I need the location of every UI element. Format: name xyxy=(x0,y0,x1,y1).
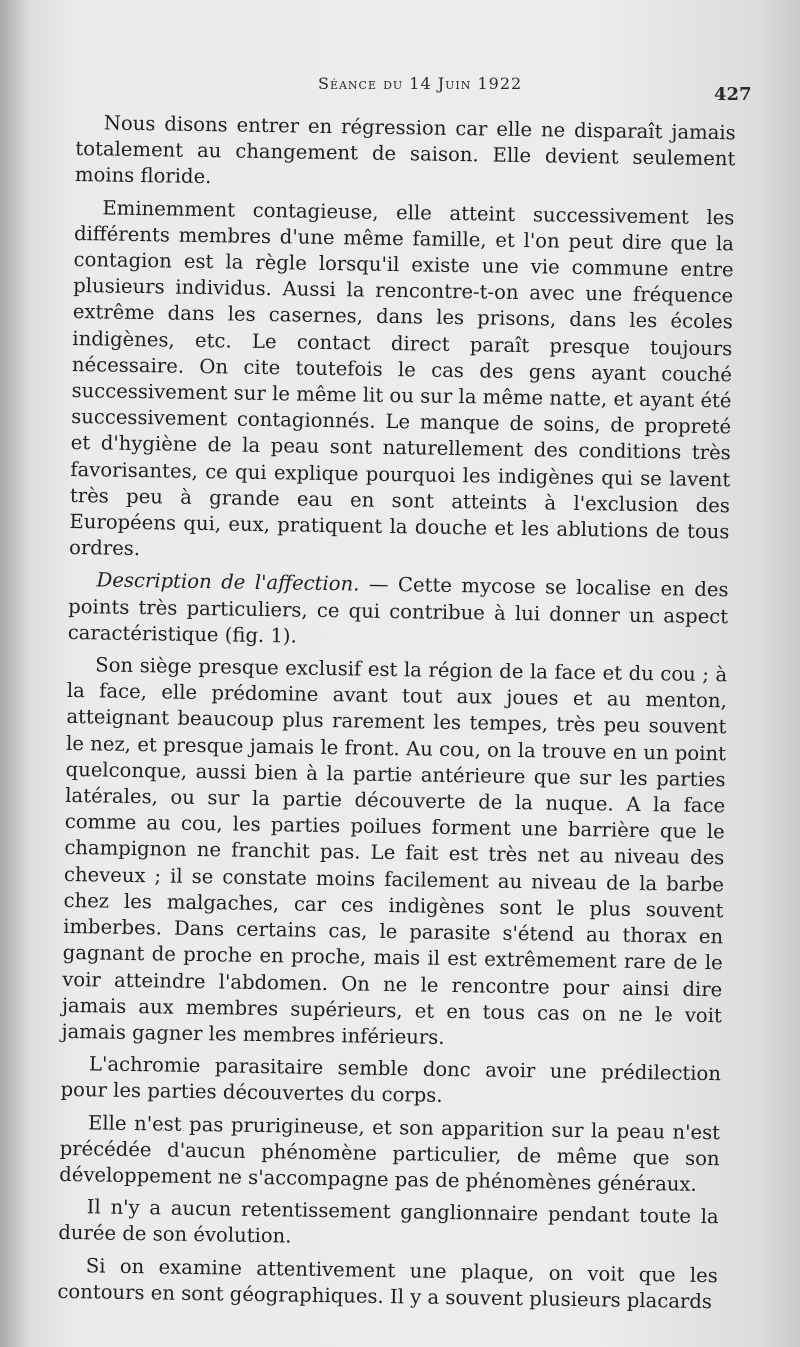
body-text xyxy=(57,110,736,1321)
paragraph-description xyxy=(68,567,729,656)
page-number: 427 xyxy=(714,84,752,105)
paragraph-regression: Nous disons entrer en régression car elle ne disparaît jamais totalement au changement de saison. Elle devient seulement moins floride. xyxy=(74,111,736,189)
paragraph-ganglionnaire: Il n'y a aucun retentissement ganglionnaire pendant toute la durée de son évolution. xyxy=(58,1195,719,1248)
paragraph-siege: Son siège presque exclusif est la région de la face et du cou ; à la face, elle prédomine avant tout aux joues et au menton, atteignant beaucoup plus rarement les tempes, très peu souvent le nez, et presque jamais le front. Au cou, on la trouve en un point quelconque, aussi bien à la partie antérieure que sur les parties latérales, ou sur la partie découverte de la nuque. A la face comme au cou, les parties poilues forment une barrière que le champignon ne franchit pas. Le fait est très net au niveau des cheveux ; il se constate moins facilement au niveau de la barbe chez les malgaches, car ces indigènes sont le plus souvent imberbes. Dans certains cas, le parasite s'étend au thorax en gagnant de proche en proche, mais il est extrêmement rare de le voir atteindre l'abdomen. On ne le rencontre pour ainsi dire jamais aux membres supérieurs, et en tous cas on ne le voit jamais gagner les membres inférieurs. xyxy=(61,653,728,1049)
paragraph-contagion: Eminemment contagieuse, elle atteint successivement les différents membres d'une même famille, et l'on peut dire que la contagion est la règle lorsqu'il existe une vie commune entre plusieurs individus. Aussi la rencontre-t-on avec une fréquence extrême dans les casernes, dans les prisons, dans les écoles indigènes, etc. Le contact direct paraît presque toujours nécessaire. On cite toutefois le cas des gens ayant couché successivement sur le même lit ou sur la même natte, et ayant été successivement contagionnés. Le manque de soins, de propreté et d'hygiène de la peau sont naturellement des conditions très favorisantes, ce qui explique pourquoi les indigènes qui se lavent très peu à grande eau en sont atteints à l'exclusion des Européens qui, eux, pratiquent la douche et les ablutions de tous ordres. xyxy=(68,196,735,561)
paragraph-plaque: Si on examine attentivement une plaque, on voit que les contours en sont géographiques. Il y a souvent plusieurs placards xyxy=(57,1253,718,1313)
paragraph-achromie: L'achromie parasitaire semble donc avoir une prédilection pour les parties découvertes du corps. xyxy=(60,1052,722,1108)
section-heading-description: Description de l'affection. xyxy=(96,568,360,596)
paragraph-prurigineuse: Elle n'est pas prurigineuse, et son apparition sur la peau n'est précédée d'aucun phénomène particulier, de même que son développement ne s'accompagne pas de phénomènes généraux. xyxy=(59,1110,721,1196)
page-header xyxy=(0,72,800,105)
description-text: — Cette mycose se localise en des points très particuliers, ce qui contribue à lui donner un aspect caractéristique (fig. 1). xyxy=(67,572,729,648)
running-title: Séance du 14 Juin 1922 xyxy=(318,74,523,93)
